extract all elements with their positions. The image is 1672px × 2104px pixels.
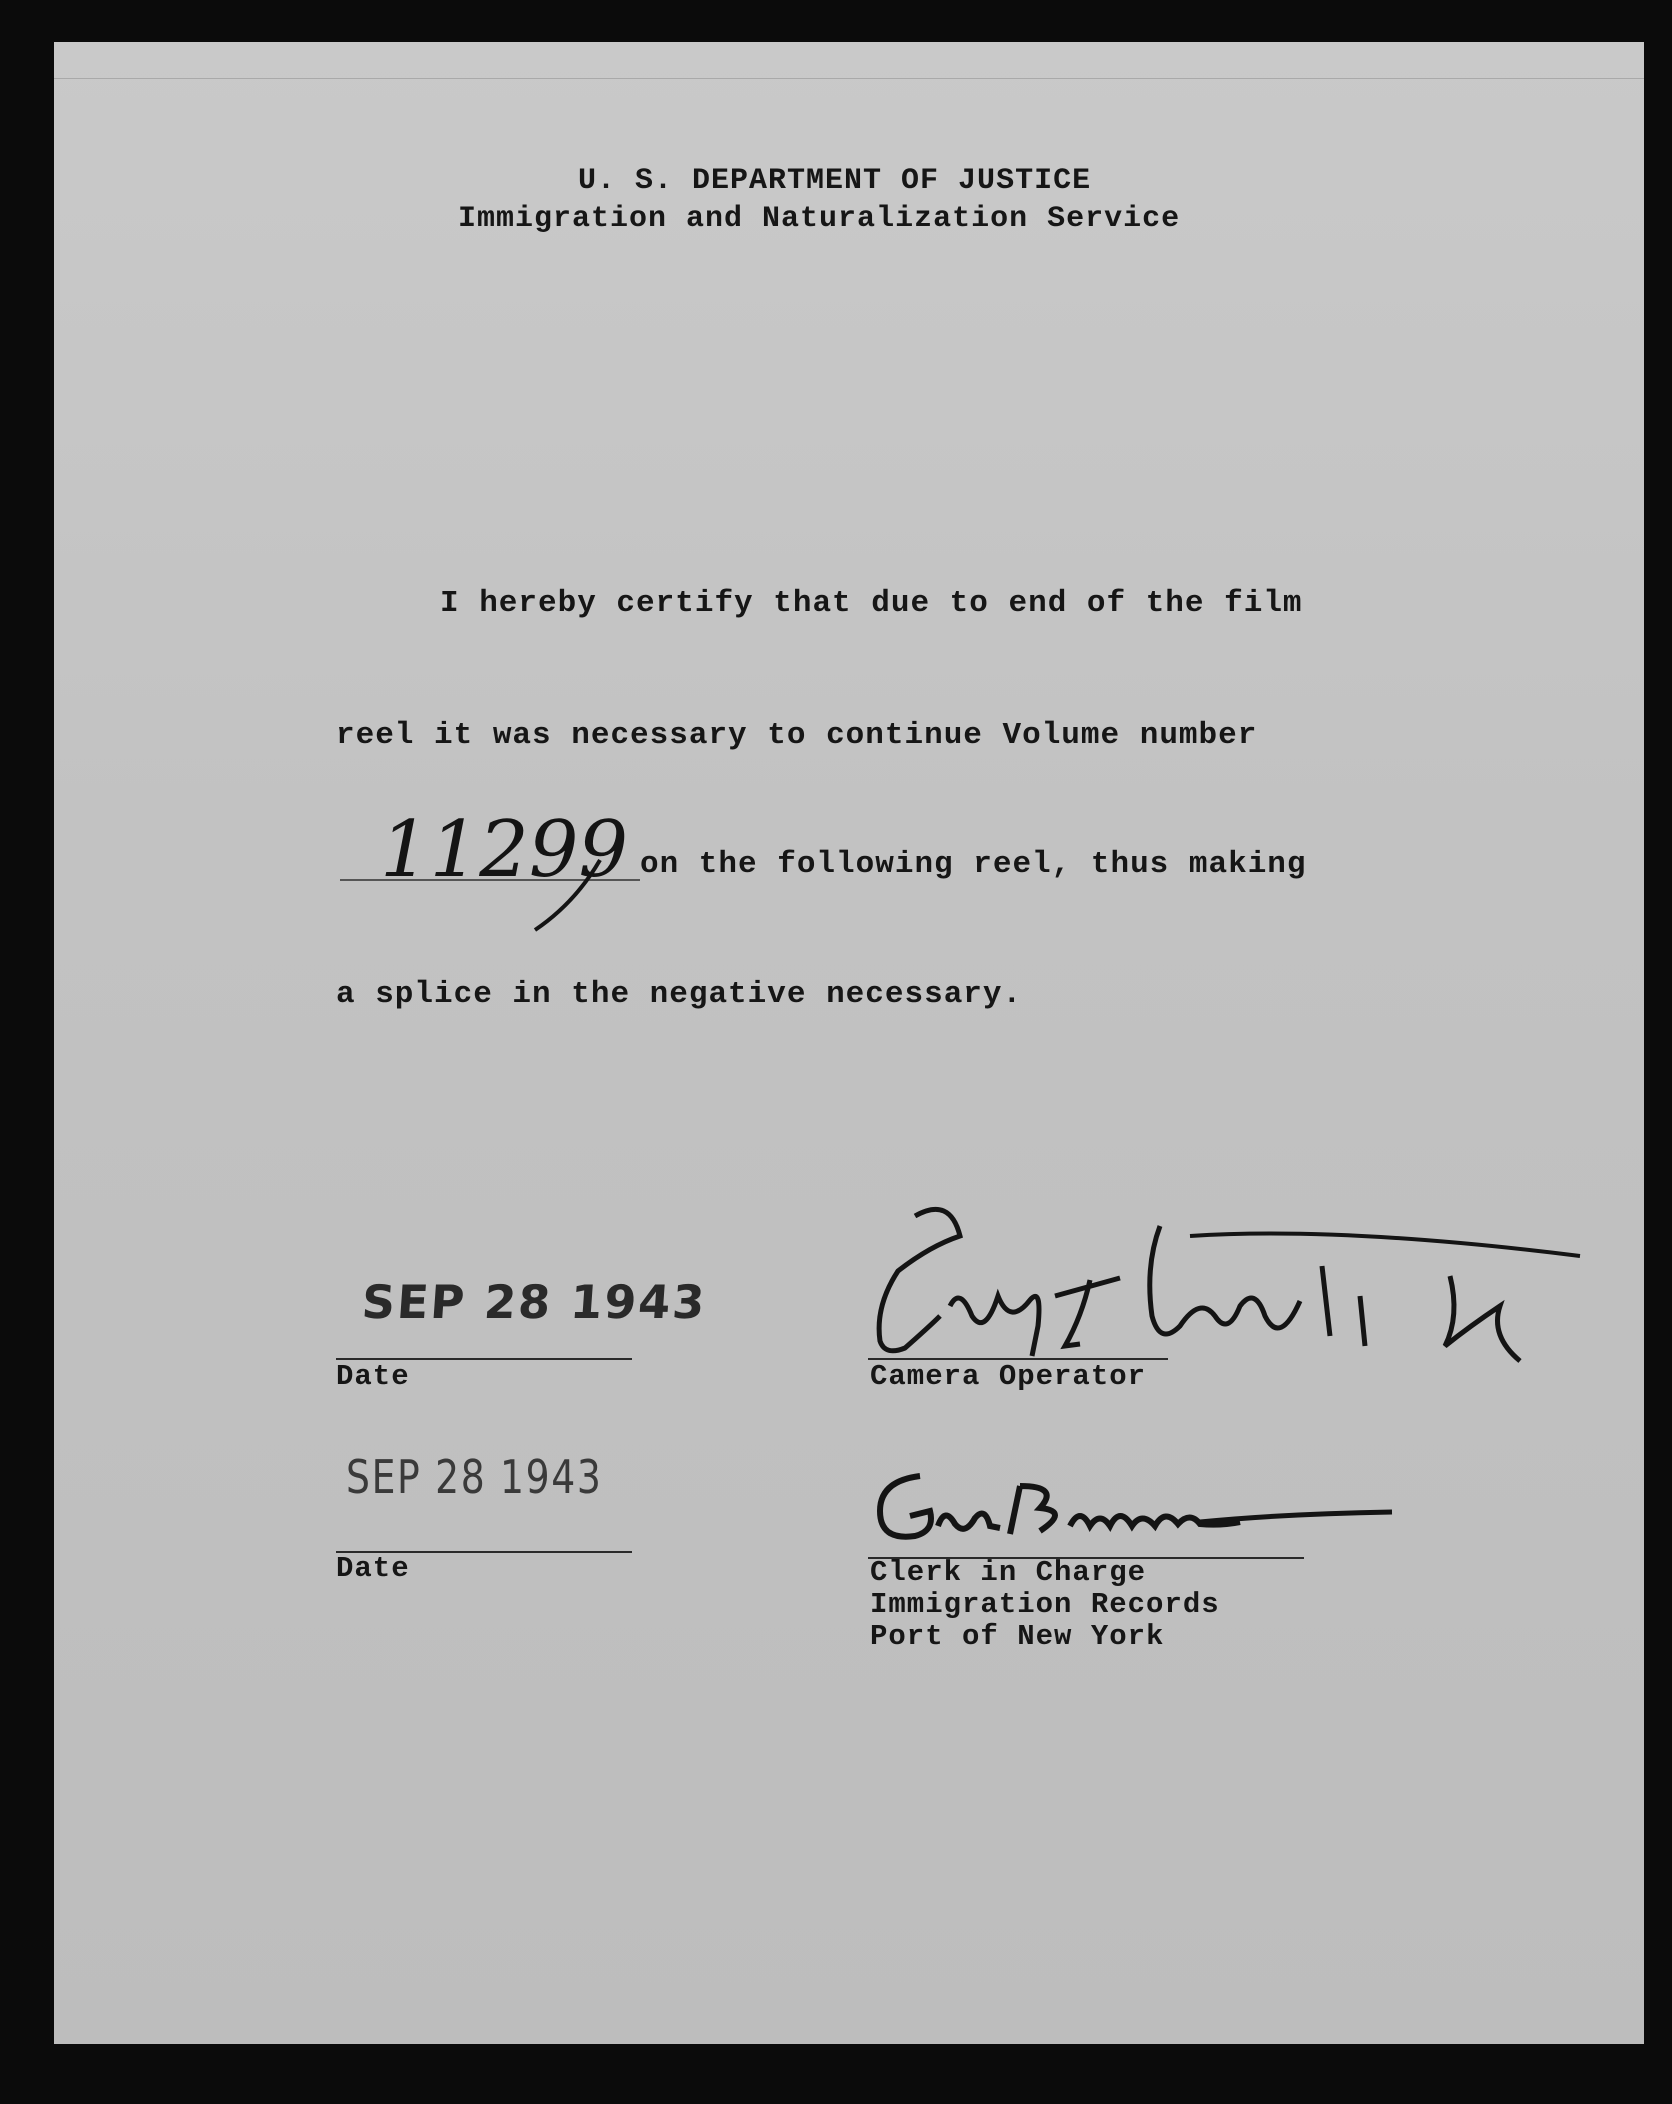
- certification-line-1: I hereby certify that due to end of the film: [440, 586, 1303, 621]
- volume-number-handwritten: [360, 805, 660, 948]
- certification-line-3: on the following reel, thus making: [640, 847, 1307, 882]
- certification-line-2: reel it was necessary to continue Volume number: [336, 718, 1258, 753]
- clerk-department: Immigration Records: [870, 1588, 1220, 1621]
- document-page: [54, 42, 1644, 2044]
- certification-line-4: a splice in the negative necessary.: [336, 977, 1023, 1012]
- date-label-2: Date: [336, 1552, 410, 1585]
- clerk-title: Clerk in Charge: [870, 1556, 1147, 1589]
- volume-number-text: 11299: [380, 805, 629, 895]
- service-subheading: Immigration and Naturalization Service: [458, 202, 1181, 236]
- clerk-location: Port of New York: [870, 1620, 1165, 1653]
- clerk-signature: [860, 1456, 1420, 1566]
- department-heading: U. S. DEPARTMENT OF JUSTICE: [578, 164, 1092, 198]
- operator-label: Camera Operator: [870, 1360, 1147, 1393]
- page-top-rule: [54, 78, 1644, 79]
- date-stamp-2: SEP 28 1943: [346, 1450, 603, 1504]
- date-label-1: Date: [336, 1360, 410, 1393]
- date-stamp-1: SEP 28 1943: [360, 1275, 709, 1329]
